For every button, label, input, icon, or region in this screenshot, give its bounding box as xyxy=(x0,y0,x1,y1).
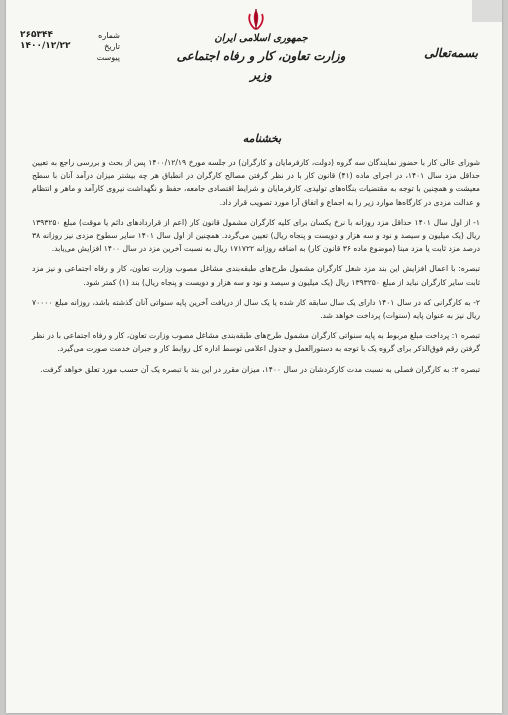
date-row xyxy=(20,41,120,52)
body-paragraph: ۱- از اول سال ۱۴۰۱ حداقل مزد روزانه با نرخ یکسان برای کلیه کارگران مشمول قانون کار (اعم از قراردادهای دائم یا موقت) مبلغ ۱۳۹۳۲۵۰ ریال (یک میلیون و سیصد و نود و سه هزار و دویست و پنجاه ریال) تعیین می‌گردد. همچنین از اول سال ۱۴۰۱ سایر سطوح مزدی نیز روزانه ۳۸ درصد مزد ثابت یا مزد مبنا (موضوع ماده ۳۶ قانون کار) به اضافه روزانه ۱۷۱۷۲۲ ریال به نسبت آخرین مزد در سال ۱۴۰۰ افزایش می‌یابد. xyxy=(32,217,481,254)
letterhead-title: وزیر xyxy=(250,68,272,82)
document-subject: بخشنامه xyxy=(242,132,282,145)
document-page xyxy=(6,0,502,713)
iran-emblem-icon xyxy=(244,8,268,32)
folded-corner xyxy=(472,0,502,22)
number-label: شماره xyxy=(98,31,120,40)
letter-metadata xyxy=(20,30,120,63)
letterhead-country: جمهوری اسلامی ایران xyxy=(214,33,308,44)
basmala-heading: بسمه‌تعالی xyxy=(424,46,478,60)
body-paragraph: تبصره ۱: پرداخت مبلغ مربوط به پایه سنواتی کارگران مشمول طرح‌های طبقه‌بندی مشاغل مصوب وزارت تعاون، کار و رفاه اجتماعی با در نظر گرفتن رقم فوق‌الذکر برای گروه یک با توجه به دستورالعمل و جدول اعلامی توسط اداره کل روابط کار و جبران خدمت صورت می‌گیرد. xyxy=(32,331,480,354)
attachment-row xyxy=(20,52,120,63)
date-label: تاریخ xyxy=(104,42,120,51)
number-value: ۲۶۵۳۴۴ xyxy=(20,30,53,40)
body-paragraph: شورای عالی کار با حضور نمایندگان سه گروه (دولت، کارفرمایان و کارگران) در جلسه مورخ ۱۴۰۰/۱۲/۱۹ پس از بحث و بررسی راجع به تعیین حداقل مزد سال ۱۴۰۱، در اجرای ماده (۴۱) قانون کار با در نظر گرفتن مصالح کارگران در انطباق هر چه بیشتر میزان درآمد آنان با سطح معیشت و همچنین با توجه به مقتضیات بنگاه‌های تولیدی، کارفرمایان و شرایط اقتصادی جامعه، حفظ و نگهداشت نیروی کارآمد و ماهر و انتظام و عدالت مزدی در کارگاه‌ها موارد زیر را به اجماع و اتفاق آرا مورد تصویب قرار داد. xyxy=(32,158,481,207)
body-paragraph: تبصره: با اعمال افزایش این بند مزد شغل کارگران مشمول طرح‌های طبقه‌بندی مشاغل مصوب وزارت تعاون، کار و رفاه اجتماعی و نیز مزد ثابت سایر کارگران نباید از مبلغ ۱۳۹۳۲۵۰ ریال (یک میلیون و سیصد و نود و سه هزار و دویست و پنجاه ریال) بند (۱) کمتر شود. xyxy=(32,264,480,287)
document-body xyxy=(32,156,480,383)
attachment-label: پیوست xyxy=(96,53,120,62)
body-paragraph: تبصره ۲: به کارگران فصلی به نسبت مدت کارکردشان در سال ۱۴۰۰، میزان مقرر در این بند با تبصره یک آن حسب مورد تعلق خواهد گرفت. xyxy=(40,364,480,374)
body-paragraph: ۲- به کارگرانی که در سال ۱۴۰۱ دارای یک سال سابقه کار شده یا یک سال از دریافت آخرین پایه سنواتی آنان گذشته باشد، روزانه مبلغ ۷۰۰۰۰ ریال نیز به عنوان پایه (سنوات) پرداخت خواهد شد. xyxy=(32,297,480,321)
number-row xyxy=(20,30,120,41)
letterhead-ministry: وزارت تعاون، کار و رفاه اجتماعی xyxy=(176,49,346,63)
date-value: ۱۴۰۰/۱۲/۲۲ xyxy=(20,41,71,51)
letterhead xyxy=(176,32,346,84)
